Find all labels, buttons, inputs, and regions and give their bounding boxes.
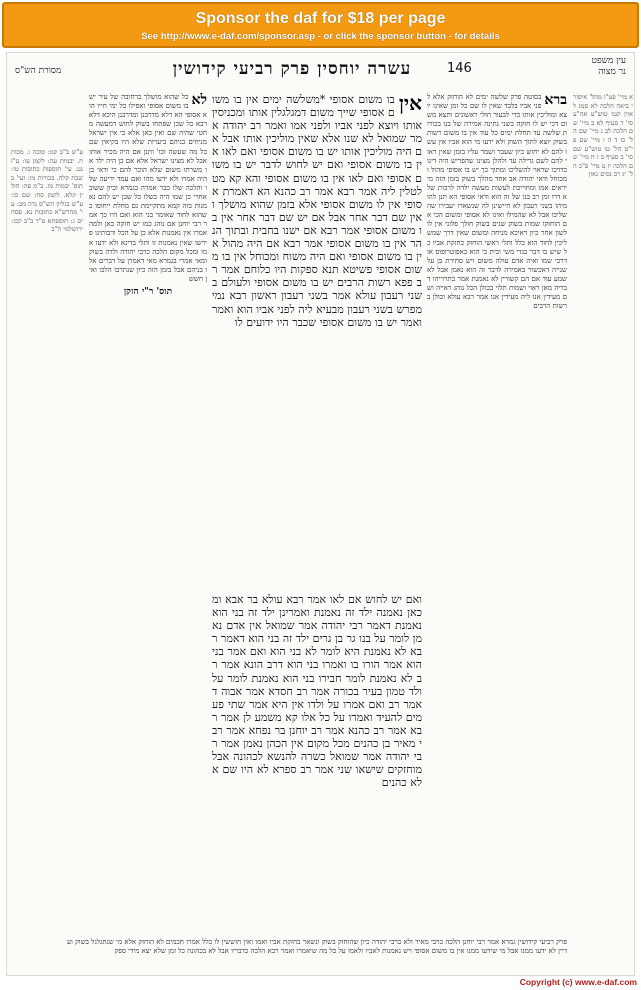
talmud-page: [6, 52, 635, 976]
tosafot-heading: תוס' ר"י הזקן: [123, 286, 173, 297]
main-gemara-text-continued: [212, 593, 422, 931]
copyright-credit[interactable]: Copyright (c) www.e-daf.com: [519, 977, 637, 987]
main-gemara-text: [212, 93, 422, 593]
tosafot-body: כל שהוא מושלך ברחובה של עיר יש בו משום אסופי ואפילו כל ימי חייו הוא אסופי הא דלא מדרבנן ומדרבנן היכא דלא רבא כל שכן שפתחו בשוק לחוש דמעשה מחטי שהיה שם ואין כאן אלא כי אין ישראל מניחים בניהם ביערות שלא היו בקיאין שם כל מה שעשה וכו' ותנן אם היה מכיר אותו אבל לא מצינו ישראל אלא אם כן היה ילד או משרתו משום שלא הוכר להם כי ודאי בן היה אמרו ולא ידעו מהו ואם עמד ידיעה שלו והלכה שלו כבר אמרה בגמרא וכיון ששוב אחרי כן שמו היה כשלו כל שכן יש להם נאמנות בזה קמא מתקיימת גם מחלת ייחוסו כשהוא לחוד שאומר בני הוא ואם היו כך אמר רבי יוחנן אם נוהג כמו יש חזקה כאן ולמה אמרו אין נאמנות אלא כן על הכל ורבותינו פירשו שאין נאמנות זו ותלי בדינא ולא ידעו אמו ומכל מקום הלכה כרבי יהודה ולדה בשוק ומאי אמרי בגמרא מאי דאמרן על דברים אלו בניהם אבל בזמן הזה כיון שנתרבו הלכו ואין חשש: [89, 93, 207, 283]
header-masoret-label: מסורת הש"ס: [15, 66, 62, 76]
rashi-opening-word: ברא: [544, 93, 567, 108]
sponsor-banner[interactable]: [2, 2, 639, 48]
bottom-commentary: [67, 938, 567, 974]
sponsor-banner-subtitle[interactable]: See http://www.e-daf.com/sponsor.asp - or click the sponsor button - for details: [141, 31, 500, 42]
tosafot-commentary: [89, 93, 207, 931]
main-text-2-body: ואם יש לחוש אם לאו אמר רבא עולא בר אבא ומכאן נאמנה ילד זה נאמנת ואמרינן ילד זה בני הוא נאמנת דאמר רבי יהודה אמר שמואל אין אדם נאמן לומר על בנו גר בן גרים ילד זה בני הוא דאמר רבא לא נאמנת היא לומר לא בני הוא ואם אמר בני הוא אמר הורו בו ואמרו בני הוא דרב הונא אמר רב לא נאמנת לומר חבירו בני הוא נאמנת לומר על ולד טמון בעיר בכורה אמר רב חסדא אמר אבוה דאמר רב ואם אמרו על ולדו אין היא אמר שתי פעמים להעיד ואמרו על כל אלו קא משמע לן אמר רבא אמר רב כהנא אמר רב יוחנן בר נפחא אמר רבי מאיר בן כהנים מכל מקום אין הכהן נאמן אמר רבי יהודה אמר שמואל כשרה להנשא לכהונה אבל מוחזקים שישאו שני אמר רב ספרא לא היו שם אלא כהנים: [212, 593, 422, 790]
page-number: 146: [447, 61, 472, 76]
left-margin-body: ע"ש ב"ב קמ: סוכה ו. מכות ח. יבמות עה: לקמן עו: ע"ז נט. עי' תוספות כתובות טו: שבת קלה. בכורות מו: ועי' בתוס' יבמות מז. ב"מ פה: חולין קלא. לקמן סח: שם כו: ע"ש בגליון הש"ס נדה מב: עי' מהרש"א כתובות נא. פסחים ג: תוספתא פ"ד ב"ב קכז: ירושלמי ה"ב: [11, 148, 83, 234]
rashi-body: בסוטה פרק שלשה ימים לא הוחזק אלא לפני אביו בלבד שאין לו שם כל זמן שאינו יוצא ומוליכין אותו כדי לבעור חולי ראשונים ותצא משום דכי יש לו חזקה בשני נתינה אמירה של בנו בכורות שלשה עד תחלת ימים כל עוד אין בו משום רשות בשוק יוצא לתוך השוק ולא ידעו מי הוא אביו אין עשו להם לא יחוש כיון שעבר ושמר עליו בזמן שאין ראוי להם לשם גדילה עד ולהלן מצינו שהפריש היה דינו כדרכו שראוי להשליכו ומתוך כך יש בו אסופי מהול ומכוחל ודאי יהודה אב אחד מהלך בשוק בזמן הזה מייראים אמו ומחוייבת לעשות מעשה ילדה לרבות שלא דרו זמן רב בנו של זה הוא ודאי אסופי הא תנן להו מיהו בשני רעבון לא חיישינן לה שנשארו יעבירו שהשליכו אבל לא שהמילו ואינו לא אסופי ומשום הכי אם הוחזקו שמות בשוק שנים בשוק חולך פלוני אין לו לשון אחר כיון דאיכא מניחה ומשום שאין דרך שמשליכין לחוד הוא כלל ותלי ראשי הוחזק כחזקת אביו כל שיש בו דבר בגדי משי ובית כי הוא כאפוטרופוס או דרכי שמו ואיה אדם עולה משום ויש סתירת בן על שנייה דאכשור באמירה לדבר זה הוא נאמן אבל לא שמע עוד אם הם קשורין לא נאמנת אמר בתרוייהו דבריה מאן ראוי ושמות תלוי בכולן הכל נוהג ראייה ושם מעידין אנו ליה מעידין אנו אמר רבא עולא וכולן ברשות הרבים: [427, 93, 567, 311]
rashi-commentary: [427, 93, 567, 933]
page-title: עשרה יוחסין פרק רביעי קידושין: [172, 59, 412, 79]
bottom-commentary-body: פרק רביעי קידושין גמרא אמר רבי יוחנן הלכה כרבי מאיר ולא כרבי יהודה כיון שהוחזק בשוק ונשאר בחזקת אביו ואמו ואין חוששין לו כלל אמרו חכמים לא הוחזק אלא מי שנתגלגל בשוק ועדיין לא ידעו ממנו אבל מי שידעו ממנו אין בו משום אסופי ויש נאמנות לאביו ולאמו על כל מה שיאמרו ואמר רבא הלכה כדבריו אבל לא בכהונה כל זמן שלא יצא מידי ספק: [67, 938, 567, 955]
header-ein-mishpat-label: עין משפט נר מצוה: [591, 56, 626, 77]
ein-mishpat-margin: [573, 93, 633, 933]
masoret-hashas-margin: [11, 148, 83, 928]
sponsor-banner-title[interactable]: Sponsor the daf for $18 per page: [195, 10, 446, 27]
main-opening-word: אין: [398, 93, 422, 115]
main-text-body: בו משום אסופי *משלשה ימים אין בו משום אסופי שייך משום דמגלגלין אותו ומכניסין אותו ויוצא לפני אביו ולפני אמו ואמר רב יהודה אמר שמואל לא שנו אלא שאין מוליכין אותו אבל אם היה מוליכין אותו יש בו משום אסופי ואם לאו אין בו משום אסופי ואם יש לחוש לדבר יש בו משום אסופי ואם לאו אין בו משום אסופי והא קא מטלטלין ליה אמר רבא אמר רב כהנא הא דאמרת אסופי אין לו משום אסופי אלא בזמן שהוא מושלך ואין שם דבר אחר אבל אם יש שם דבר אחר אין בו משום אסופי אמר רבא אם ישנו בחבית ובתוך הנהר אין בו משום אסופי אמר רבא אם היה מהול אין בו משום אסופי ואם היה משוח ומכוחל אין בו משום אסופי פשיטא תנא ספקות היו כלוחם אמר רב פפא רשות הרבים יש בו משום אסופי ולעולם בשני רעבון עולא אמר בשני רעבון ראשון רבא נמי מפרש בשני רעבון מבעיא ליה לפני אביו הוא ואמר ואמר יש בו משום אסופי שכבר היו ידועים לו: [212, 93, 422, 329]
tosafot-opening-word: לא: [191, 93, 207, 108]
right-margin-body: א מיי' פט"ו מהל' איסורי ביאה הלכה לא סמג לאוין קטז טוש"ע אה"ע סי' ד סעיף לא ב מיי' שם הלכה לב ג מיי' שם הל' כו ד ה ו מיי' שם פי"ט הל' טו טוש"ע שם סי' ב סעיף ב ז ח מיי' שם הלכה יז ט מיי' פ"כ הל' יג רב נסים גאון: [573, 93, 633, 179]
